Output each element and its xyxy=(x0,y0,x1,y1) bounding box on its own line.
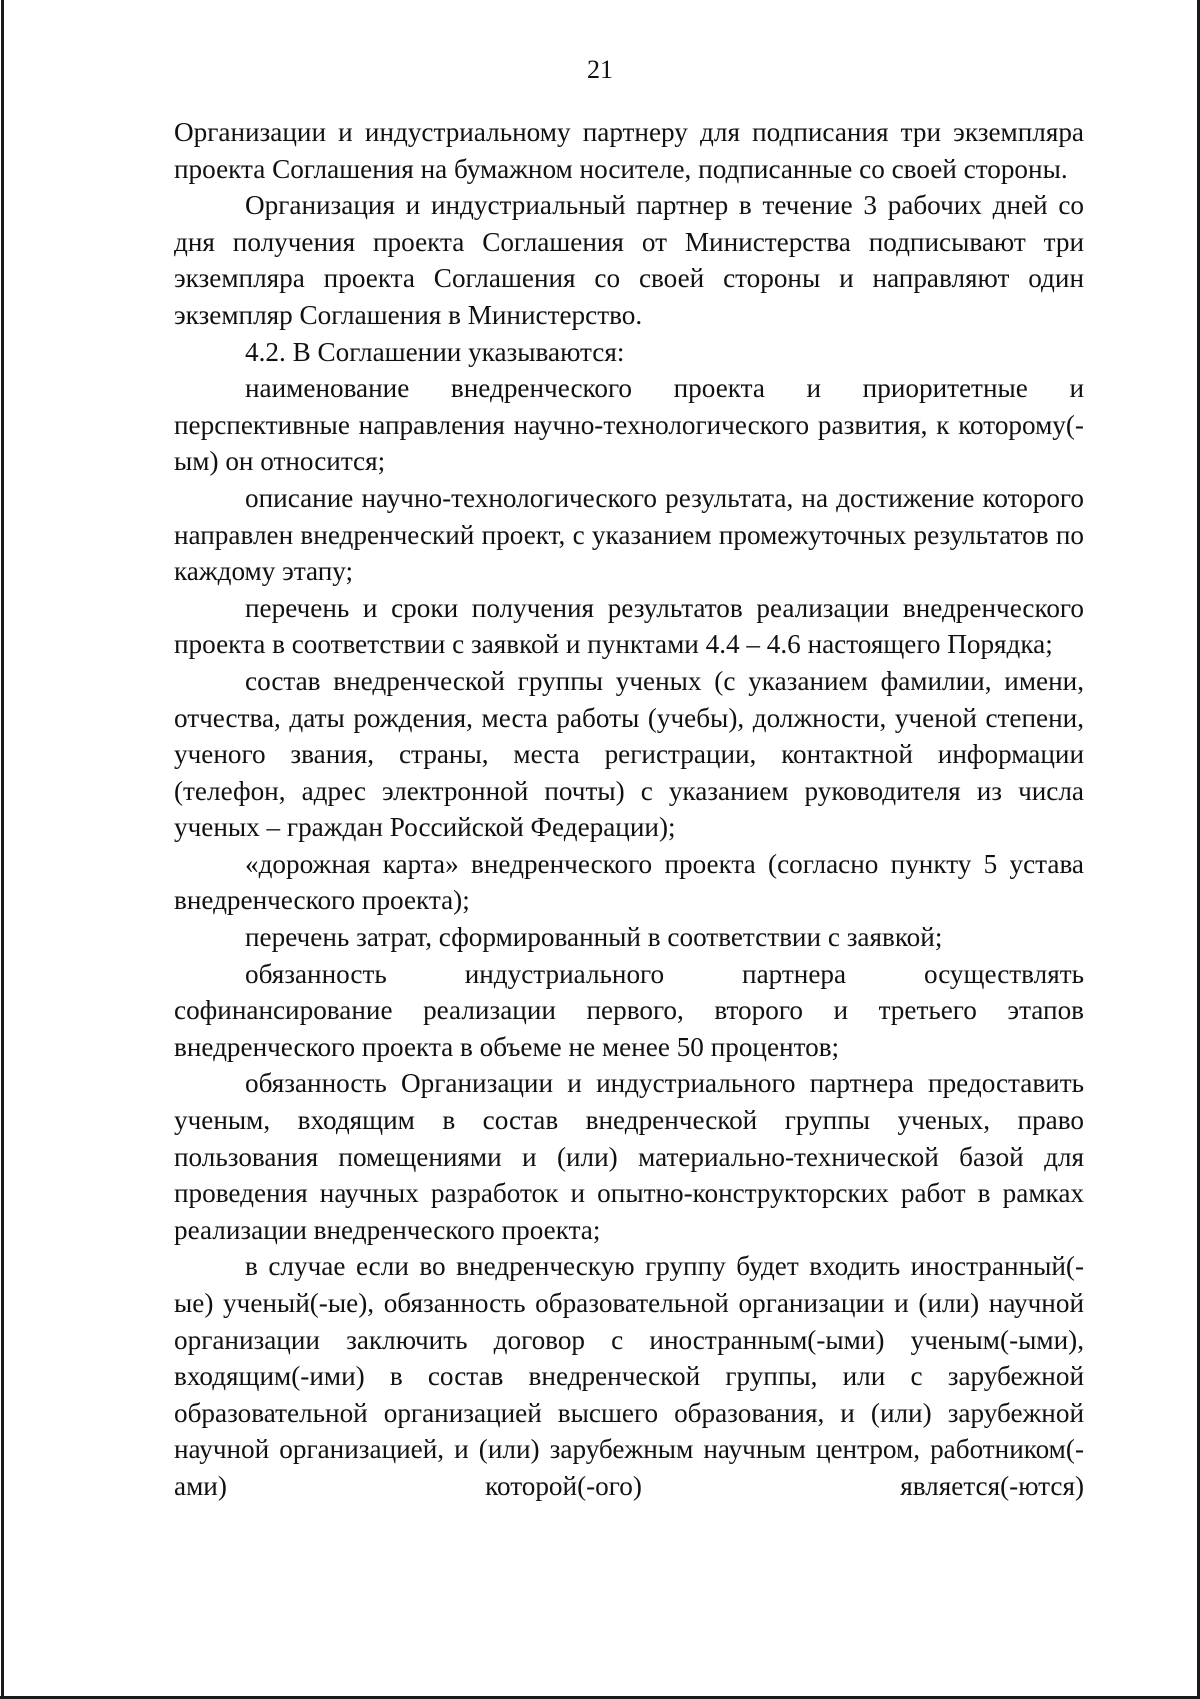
paragraph-continuation: Организации и индустриальному партнеру для подписания три экземпляра проекта Соглашения на бумажном носителе, подписанные со своей стороны. xyxy=(174,117,1084,184)
list-item-result-description: описание научно-технологического результата, на достижение которого направлен внедренческий проект, с указанием промежуточных результатов по каждому этапу; xyxy=(174,482,1084,587)
paragraph-section-heading: 4.2. В Соглашении указываются: xyxy=(245,336,625,367)
scan-edge-left xyxy=(1,0,4,1699)
page-number: 21 xyxy=(587,55,613,84)
list-item-premises-access: обязанность Организации и индустриального партнера предоставить ученым, входящим в состав внедренческой группы ученых, право пользования помещениями и (или) материально-технической базой для проведения научных разработок и опытно-конструкторских работ в рамках реализации внедренческого проекта; xyxy=(174,1068,1084,1245)
list-item-foreign-scientists: в случае если во внедренческую группу будет входить иностранный(-ые) ученый(-ые), обязанность образовательной организации и (или) научной организации заключить договор с иностранным(-ыми) ученым(-ыми), входящим(-ими) в состав внедренческой группы, или с зарубежной образовательной организацией высшего образования, и (или) зарубежной научной организацией, и (или) зарубежным научным центром, работником(-ами) которой(-ого) является(-ются) xyxy=(174,1251,1084,1501)
paragraph-signing: Организация и индустриальный партнер в течение 3 рабочих дней со дня получения проекта Соглашения от Министерства подписывают три экземпляра проекта Соглашения со своей стороны и направляют один экземпляр Соглашения в Министерство. xyxy=(174,190,1084,330)
list-item-roadmap: «дорожная карта» внедренческого проекта (согласно пункту 5 устава внедренческого проекта); xyxy=(174,848,1084,916)
document-body xyxy=(174,114,1084,1505)
list-item-cost-list: перечень затрат, сформированный в соответствии с заявкой; xyxy=(245,922,943,953)
list-item-project-name: наименование внедренческого проекта и приоритетные и перспективные направления научно-технологического развития, к которому(-ым) он относится; xyxy=(174,373,1084,477)
list-item-results-timeline: перечень и сроки получения результатов реализации внедренческого проекта в соответствии с заявкой и пунктами 4.4 – 4.6 настоящего Порядка; xyxy=(174,592,1084,660)
list-item-cofinancing: обязанность индустриального партнера осуществлять софинансирование реализации первого, второго и третьего этапов внедренческого проекта в объеме не менее 50 процентов; xyxy=(174,958,1084,1062)
list-item-group-composition: состав внедренческой группы ученых (с указанием фамилии, имени, отчества, даты рождения, места работы (учебы), должности, ученой степени, ученого звания, страны, места регистрации, контактной информации (телефон, адрес электронной почты) с указанием руководителя из числа ученых – граждан Российской Федерации); xyxy=(174,665,1084,843)
